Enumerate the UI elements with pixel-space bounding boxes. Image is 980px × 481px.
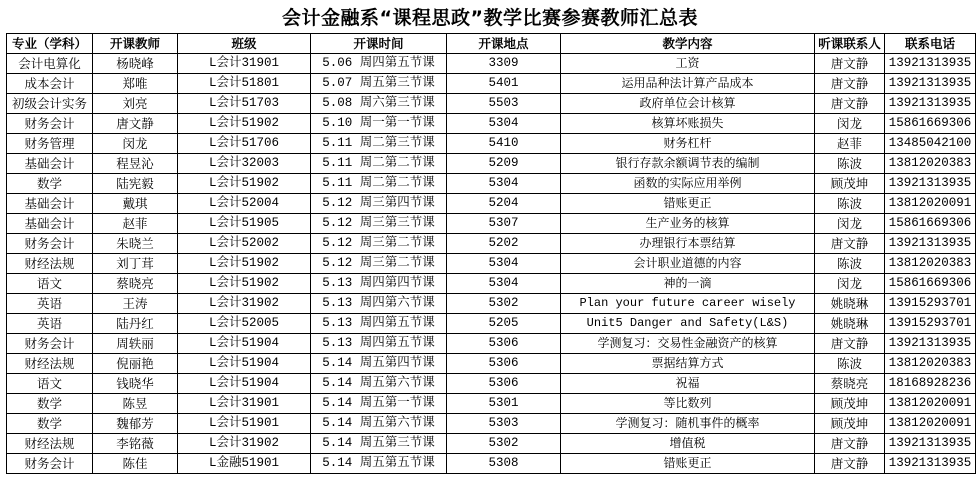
- phone-cell: 18168928236: [885, 374, 976, 394]
- teacher-cell: 程昱沁: [93, 154, 178, 174]
- major-cell: 财务会计: [7, 454, 93, 474]
- teacher-cell: 刘丁茸: [93, 254, 178, 274]
- contact-cell: 陈波: [815, 154, 885, 174]
- major-cell: 财务会计: [7, 114, 93, 134]
- class-cell: L会计51901: [178, 414, 311, 434]
- class-cell: L会计31901: [178, 54, 311, 74]
- major-cell: 成本会计: [7, 74, 93, 94]
- contact-cell: 唐文静: [815, 54, 885, 74]
- teacher-cell: 郑唯: [93, 74, 178, 94]
- time-cell: 5.13 周四第四节课: [311, 274, 447, 294]
- teacher-cell: 魏郁芳: [93, 414, 178, 434]
- table-row: [7, 394, 976, 414]
- phone-cell: 13921313935: [885, 334, 976, 354]
- teacher-cell: 刘亮: [93, 94, 178, 114]
- location-cell: 5306: [447, 334, 561, 354]
- content-cell: 会计职业道德的内容: [561, 254, 815, 274]
- time-cell: 5.12 周三第四节课: [311, 194, 447, 214]
- table-row: [7, 294, 976, 314]
- time-cell: 5.14 周五第三节课: [311, 434, 447, 454]
- header-row: [7, 34, 976, 54]
- content-cell: 错账更正: [561, 454, 815, 474]
- time-cell: 5.10 周一第一节课: [311, 114, 447, 134]
- table-row: [7, 334, 976, 354]
- teacher-cell: 周轶丽: [93, 334, 178, 354]
- class-cell: L会计51904: [178, 374, 311, 394]
- phone-cell: 13921313935: [885, 94, 976, 114]
- content-cell: 学测复习：随机事件的概率: [561, 414, 815, 434]
- contact-cell: 蔡晓亮: [815, 374, 885, 394]
- phone-cell: 13921313935: [885, 234, 976, 254]
- contact-cell: 唐文静: [815, 74, 885, 94]
- class-cell: L会计51902: [178, 174, 311, 194]
- location-cell: 5202: [447, 234, 561, 254]
- contact-cell: 陈波: [815, 194, 885, 214]
- content-cell: 生产业务的核算: [561, 214, 815, 234]
- class-cell: L会计52005: [178, 314, 311, 334]
- location-cell: 5302: [447, 294, 561, 314]
- time-cell: 5.13 周四第五节课: [311, 314, 447, 334]
- time-cell: 5.14 周五第五节课: [311, 454, 447, 474]
- location-cell: 5303: [447, 414, 561, 434]
- content-cell: 办理银行本票结算: [561, 234, 815, 254]
- major-cell: 数学: [7, 394, 93, 414]
- teacher-cell: 王涛: [93, 294, 178, 314]
- teacher-cell: 朱晓兰: [93, 234, 178, 254]
- table-row: [7, 174, 976, 194]
- major-cell: 财经法规: [7, 254, 93, 274]
- location-cell: 5308: [447, 454, 561, 474]
- contact-cell: 闵龙: [815, 114, 885, 134]
- phone-cell: 15861669306: [885, 274, 976, 294]
- contact-cell: 顾茂坤: [815, 414, 885, 434]
- class-cell: L金融51901: [178, 454, 311, 474]
- time-cell: 5.11 周二第三节课: [311, 134, 447, 154]
- phone-cell: 13921313935: [885, 74, 976, 94]
- location-cell: 5304: [447, 254, 561, 274]
- location-cell: 5503: [447, 94, 561, 114]
- teacher-cell: 杨晓峰: [93, 54, 178, 74]
- content-cell: 学测复习：交易性金融资产的核算: [561, 334, 815, 354]
- table-row: [7, 154, 976, 174]
- class-cell: L会计31901: [178, 394, 311, 414]
- content-cell: Plan your future career wisely: [561, 294, 815, 314]
- major-cell: 语文: [7, 274, 93, 294]
- location-cell: 5307: [447, 214, 561, 234]
- class-cell: L会计32003: [178, 154, 311, 174]
- teacher-summary-table: [6, 33, 976, 474]
- location-cell: 5204: [447, 194, 561, 214]
- contact-cell: 姚晓琳: [815, 314, 885, 334]
- content-cell: 银行存款余额调节表的编制: [561, 154, 815, 174]
- table-row: [7, 414, 976, 434]
- table-row: [7, 234, 976, 254]
- major-cell: 英语: [7, 314, 93, 334]
- time-cell: 5.11 周二第二节课: [311, 174, 447, 194]
- contact-cell: 唐文静: [815, 234, 885, 254]
- contact-cell: 赵菲: [815, 134, 885, 154]
- teacher-cell: 戴琪: [93, 194, 178, 214]
- major-cell: 英语: [7, 294, 93, 314]
- table-body: [7, 54, 976, 474]
- class-cell: L会计52004: [178, 194, 311, 214]
- table-row: [7, 194, 976, 214]
- contact-cell: 顾茂坤: [815, 174, 885, 194]
- table-row: [7, 434, 976, 454]
- table-row: [7, 94, 976, 114]
- column-header-class: 班级: [178, 34, 311, 54]
- major-cell: 会计电算化: [7, 54, 93, 74]
- phone-cell: 13921313935: [885, 174, 976, 194]
- phone-cell: 13812020383: [885, 254, 976, 274]
- table-row: [7, 454, 976, 474]
- content-cell: 增值税: [561, 434, 815, 454]
- class-cell: L会计51904: [178, 354, 311, 374]
- time-cell: 5.14 周五第一节课: [311, 394, 447, 414]
- class-cell: L会计51904: [178, 334, 311, 354]
- teacher-cell: 陆宪毅: [93, 174, 178, 194]
- phone-cell: 13812020091: [885, 194, 976, 214]
- contact-cell: 唐文静: [815, 454, 885, 474]
- content-cell: 祝福: [561, 374, 815, 394]
- contact-cell: 姚晓琳: [815, 294, 885, 314]
- table-row: [7, 314, 976, 334]
- phone-cell: 13812020091: [885, 414, 976, 434]
- content-cell: 核算坏账损失: [561, 114, 815, 134]
- major-cell: 财务会计: [7, 334, 93, 354]
- time-cell: 5.14 周五第六节课: [311, 414, 447, 434]
- contact-cell: 闵龙: [815, 214, 885, 234]
- contact-cell: 唐文静: [815, 94, 885, 114]
- class-cell: L会计31902: [178, 294, 311, 314]
- class-cell: L会计51902: [178, 274, 311, 294]
- phone-cell: 13485042100: [885, 134, 976, 154]
- table-row: [7, 354, 976, 374]
- table-row: [7, 374, 976, 394]
- class-cell: L会计51801: [178, 74, 311, 94]
- teacher-cell: 李铭薇: [93, 434, 178, 454]
- class-cell: L会计31902: [178, 434, 311, 454]
- content-cell: 运用品种法计算产品成本: [561, 74, 815, 94]
- content-cell: Unit5 Danger and Safety(L&S): [561, 314, 815, 334]
- teacher-cell: 陈佳: [93, 454, 178, 474]
- content-cell: 工资: [561, 54, 815, 74]
- time-cell: 5.11 周二第二节课: [311, 154, 447, 174]
- table-row: [7, 214, 976, 234]
- page-title: 会计金融系“课程思政”教学比赛参赛教师汇总表: [282, 7, 698, 29]
- location-cell: 5304: [447, 274, 561, 294]
- contact-cell: 唐文静: [815, 434, 885, 454]
- major-cell: 语文: [7, 374, 93, 394]
- column-header-location: 开课地点: [447, 34, 561, 54]
- time-cell: 5.12 周三第二节课: [311, 234, 447, 254]
- location-cell: 5304: [447, 174, 561, 194]
- phone-cell: 13812020091: [885, 394, 976, 414]
- location-cell: 5306: [447, 354, 561, 374]
- class-cell: L会计51902: [178, 114, 311, 134]
- table-row: [7, 254, 976, 274]
- column-header-time: 开课时间: [311, 34, 447, 54]
- teacher-cell: 陈昱: [93, 394, 178, 414]
- phone-cell: 15861669306: [885, 114, 976, 134]
- major-cell: 基础会计: [7, 194, 93, 214]
- time-cell: 5.07 周五第三节课: [311, 74, 447, 94]
- location-cell: 5302: [447, 434, 561, 454]
- major-cell: 基础会计: [7, 214, 93, 234]
- major-cell: 数学: [7, 414, 93, 434]
- teacher-cell: 赵菲: [93, 214, 178, 234]
- location-cell: 5410: [447, 134, 561, 154]
- time-cell: 5.13 周四第六节课: [311, 294, 447, 314]
- time-cell: 5.14 周五第四节课: [311, 354, 447, 374]
- time-cell: 5.13 周四第五节课: [311, 334, 447, 354]
- teacher-cell: 钱晓华: [93, 374, 178, 394]
- column-header-contact: 听课联系人: [815, 34, 885, 54]
- major-cell: 初级会计实务: [7, 94, 93, 114]
- time-cell: 5.14 周五第六节课: [311, 374, 447, 394]
- time-cell: 5.12 周三第二节课: [311, 254, 447, 274]
- table-row: [7, 134, 976, 154]
- content-cell: 政府单位会计核算: [561, 94, 815, 114]
- teacher-cell: 闵龙: [93, 134, 178, 154]
- location-cell: 5301: [447, 394, 561, 414]
- table-row: [7, 54, 976, 74]
- location-cell: 5401: [447, 74, 561, 94]
- column-header-teacher: 开课教师: [93, 34, 178, 54]
- column-header-content: 教学内容: [561, 34, 815, 54]
- content-cell: 等比数列: [561, 394, 815, 414]
- major-cell: 财经法规: [7, 354, 93, 374]
- contact-cell: 顾茂坤: [815, 394, 885, 414]
- teacher-cell: 陆丹红: [93, 314, 178, 334]
- class-cell: L会计51706: [178, 134, 311, 154]
- contact-cell: 陈波: [815, 354, 885, 374]
- major-cell: 财经法规: [7, 434, 93, 454]
- time-cell: 5.08 周六第三节课: [311, 94, 447, 114]
- location-cell: 3309: [447, 54, 561, 74]
- table-row: [7, 274, 976, 294]
- table-row: [7, 74, 976, 94]
- phone-cell: 13921313935: [885, 434, 976, 454]
- content-cell: 票据结算方式: [561, 354, 815, 374]
- class-cell: L会计51703: [178, 94, 311, 114]
- teacher-cell: 蔡晓亮: [93, 274, 178, 294]
- location-cell: 5304: [447, 114, 561, 134]
- teacher-cell: 唐文静: [93, 114, 178, 134]
- phone-cell: 15861669306: [885, 214, 976, 234]
- table-row: [7, 114, 976, 134]
- content-cell: 财务杠杆: [561, 134, 815, 154]
- contact-cell: 闵龙: [815, 274, 885, 294]
- class-cell: L会计51905: [178, 214, 311, 234]
- phone-cell: 13921313935: [885, 54, 976, 74]
- location-cell: 5205: [447, 314, 561, 334]
- contact-cell: 唐文静: [815, 334, 885, 354]
- phone-cell: 13915293701: [885, 294, 976, 314]
- content-cell: 错账更正: [561, 194, 815, 214]
- location-cell: 5209: [447, 154, 561, 174]
- phone-cell: 13915293701: [885, 314, 976, 334]
- location-cell: 5306: [447, 374, 561, 394]
- contact-cell: 陈波: [815, 254, 885, 274]
- major-cell: 财务会计: [7, 234, 93, 254]
- time-cell: 5.12 周三第三节课: [311, 214, 447, 234]
- major-cell: 基础会计: [7, 154, 93, 174]
- major-cell: 数学: [7, 174, 93, 194]
- class-cell: L会计51902: [178, 254, 311, 274]
- phone-cell: 13812020383: [885, 154, 976, 174]
- phone-cell: 13921313935: [885, 454, 976, 474]
- column-header-major: 专业（学科）: [7, 34, 93, 54]
- content-cell: 函数的实际应用举例: [561, 174, 815, 194]
- phone-cell: 13812020383: [885, 354, 976, 374]
- content-cell: 神的一滴: [561, 274, 815, 294]
- teacher-cell: 倪丽艳: [93, 354, 178, 374]
- column-header-phone: 联系电话: [885, 34, 976, 54]
- major-cell: 财务管理: [7, 134, 93, 154]
- time-cell: 5.06 周四第五节课: [311, 54, 447, 74]
- class-cell: L会计52002: [178, 234, 311, 254]
